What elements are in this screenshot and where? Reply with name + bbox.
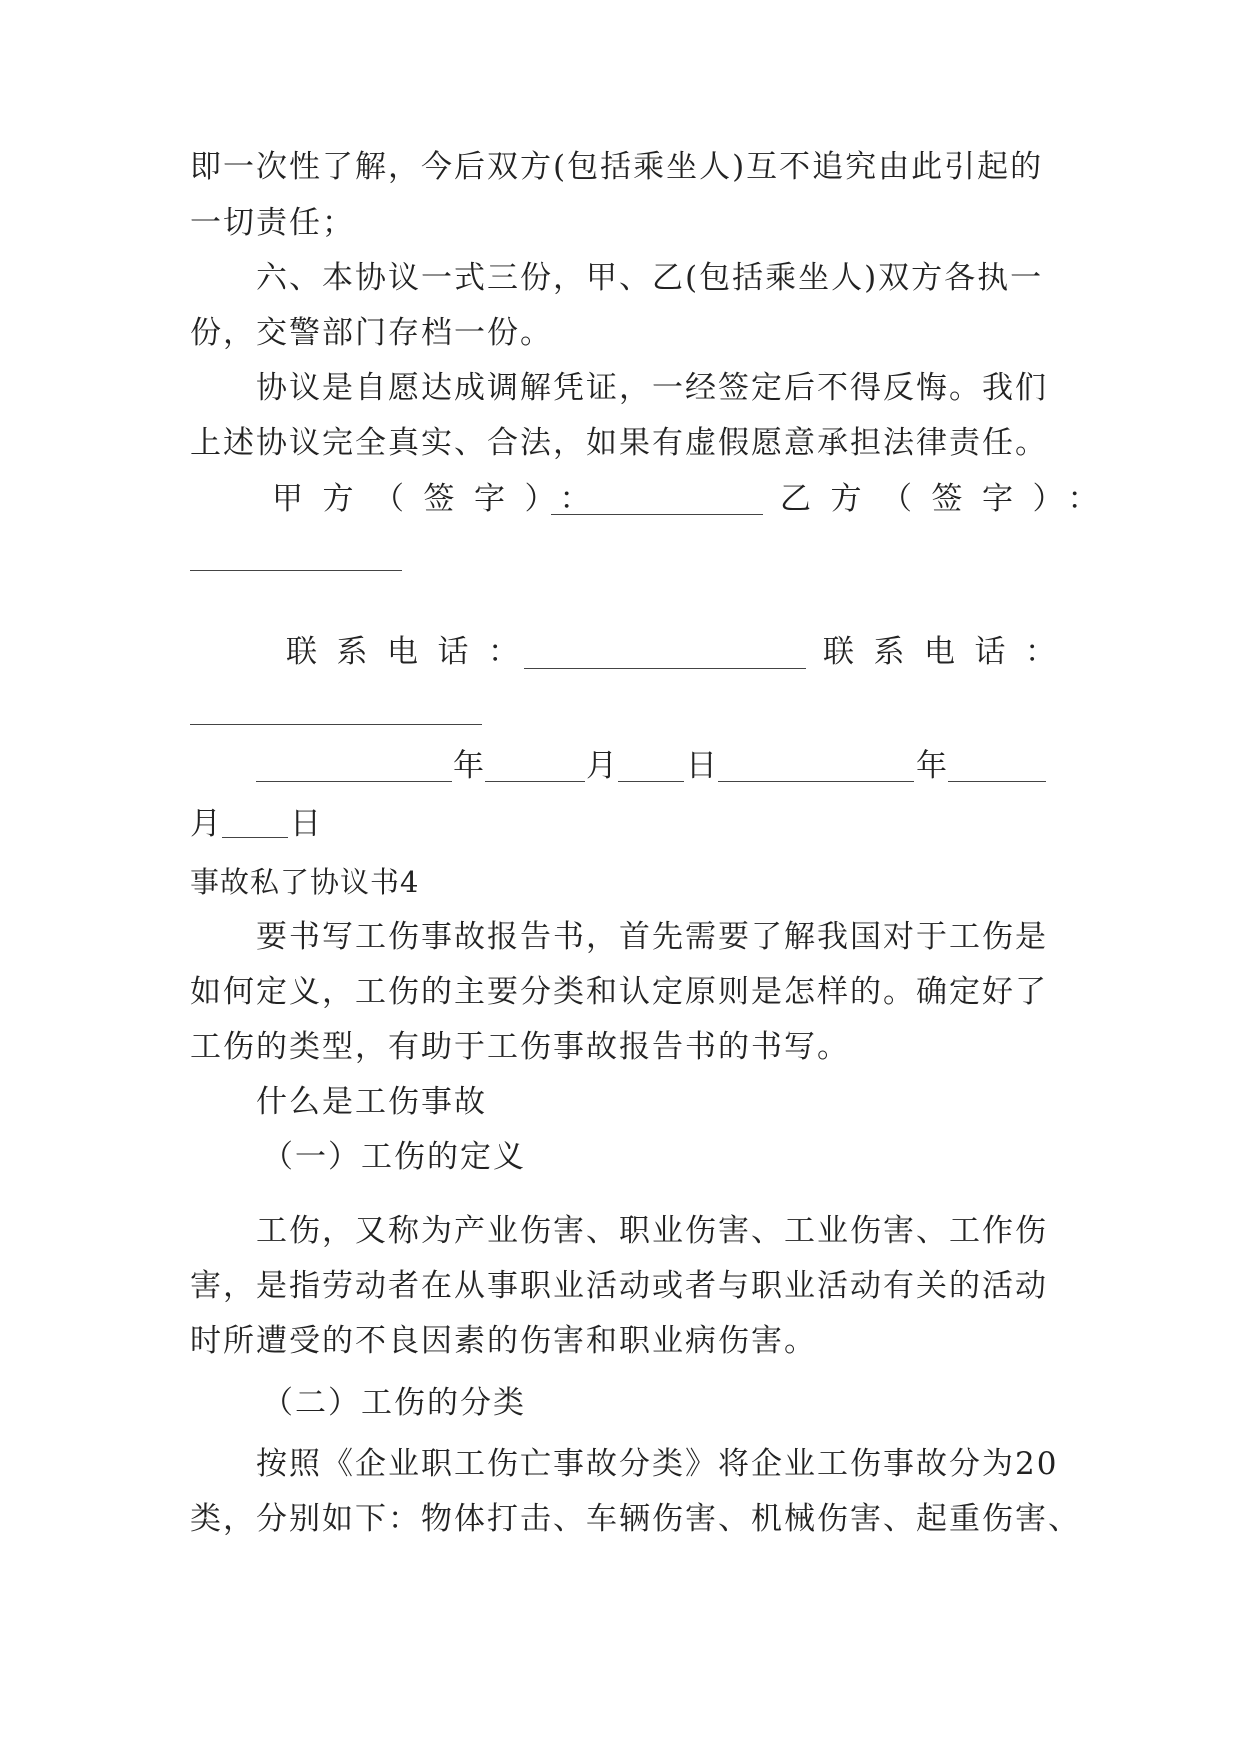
paragraph-line: 即一次性了解，今后双方(包括乘坐人)互不追究由此引起的 xyxy=(190,149,1044,185)
date-b-day-label: 日 xyxy=(290,806,321,842)
subheading: 什么是工伤事故 xyxy=(256,1084,487,1120)
paragraph-line: 时所遭受的不良因素的伤害和职业病伤害。 xyxy=(190,1323,817,1359)
section-title: 事故私了协议书4 xyxy=(190,865,420,899)
date-b-day-blank[interactable] xyxy=(222,837,288,838)
party-a-signature-blank[interactable] xyxy=(551,514,763,515)
subheading: （二）工伤的分类 xyxy=(262,1385,526,1421)
paragraph-line: 上述协议完全真实、合法，如果有虚假愿意承担法律责任。 xyxy=(190,425,1048,461)
paragraph-line: 份，交警部门存档一份。 xyxy=(190,315,553,351)
paragraph-line: 协议是自愿达成调解凭证，一经签定后不得反悔。我们 xyxy=(256,370,1048,406)
paragraph-line: 按照《企业职工伤亡事故分类》将企业工伤事故分为20 xyxy=(256,1446,1059,1482)
date-a-year-label: 年 xyxy=(453,748,484,784)
paragraph-line: 要书写工伤事故报告书，首先需要了解我国对于工伤是 xyxy=(256,919,1048,955)
paragraph-line: 工伤的类型，有助于工伤事故报告书的书写。 xyxy=(190,1029,850,1065)
party-b-phone-blank[interactable] xyxy=(190,724,482,725)
party-b-phone-label: 联系电话： xyxy=(823,634,1076,670)
paragraph-line: 工伤，又称为产业伤害、职业伤害、工业伤害、工作伤 xyxy=(256,1213,1048,1249)
date-b-year-label: 年 xyxy=(916,748,947,784)
party-a-signature-label: 甲方（签字）： xyxy=(272,481,610,517)
party-b-signature-blank[interactable] xyxy=(190,570,402,571)
party-a-phone-label: 联系电话： xyxy=(286,634,539,670)
date-a-month-label: 月 xyxy=(586,748,617,784)
party-a-phone-blank[interactable] xyxy=(524,668,806,669)
date-a-year-blank[interactable] xyxy=(256,781,452,782)
paragraph-line: 一切责任； xyxy=(190,205,355,241)
date-b-month-label: 月 xyxy=(190,806,221,842)
date-a-day-blank[interactable] xyxy=(618,781,684,782)
subheading: （一）工伤的定义 xyxy=(262,1139,526,1175)
date-b-month-blank[interactable] xyxy=(948,781,1046,782)
paragraph-line: 类，分别如下：物体打击、车辆伤害、机械伤害、起重伤害、 xyxy=(190,1501,1081,1537)
date-b-year-blank[interactable] xyxy=(718,781,914,782)
paragraph-line: 害，是指劳动者在从事职业活动或者与职业活动有关的活动 xyxy=(190,1268,1048,1304)
paragraph-line: 六、本协议一式三份，甲、乙(包括乘坐人)双方各执一 xyxy=(256,260,1044,296)
party-b-signature-label: 乙方（签字）： xyxy=(780,481,1118,517)
date-a-day-label: 日 xyxy=(686,748,717,784)
paragraph-line: 如何定义，工伤的主要分类和认定原则是怎样的。确定好了 xyxy=(190,974,1048,1010)
date-a-month-blank[interactable] xyxy=(485,781,585,782)
